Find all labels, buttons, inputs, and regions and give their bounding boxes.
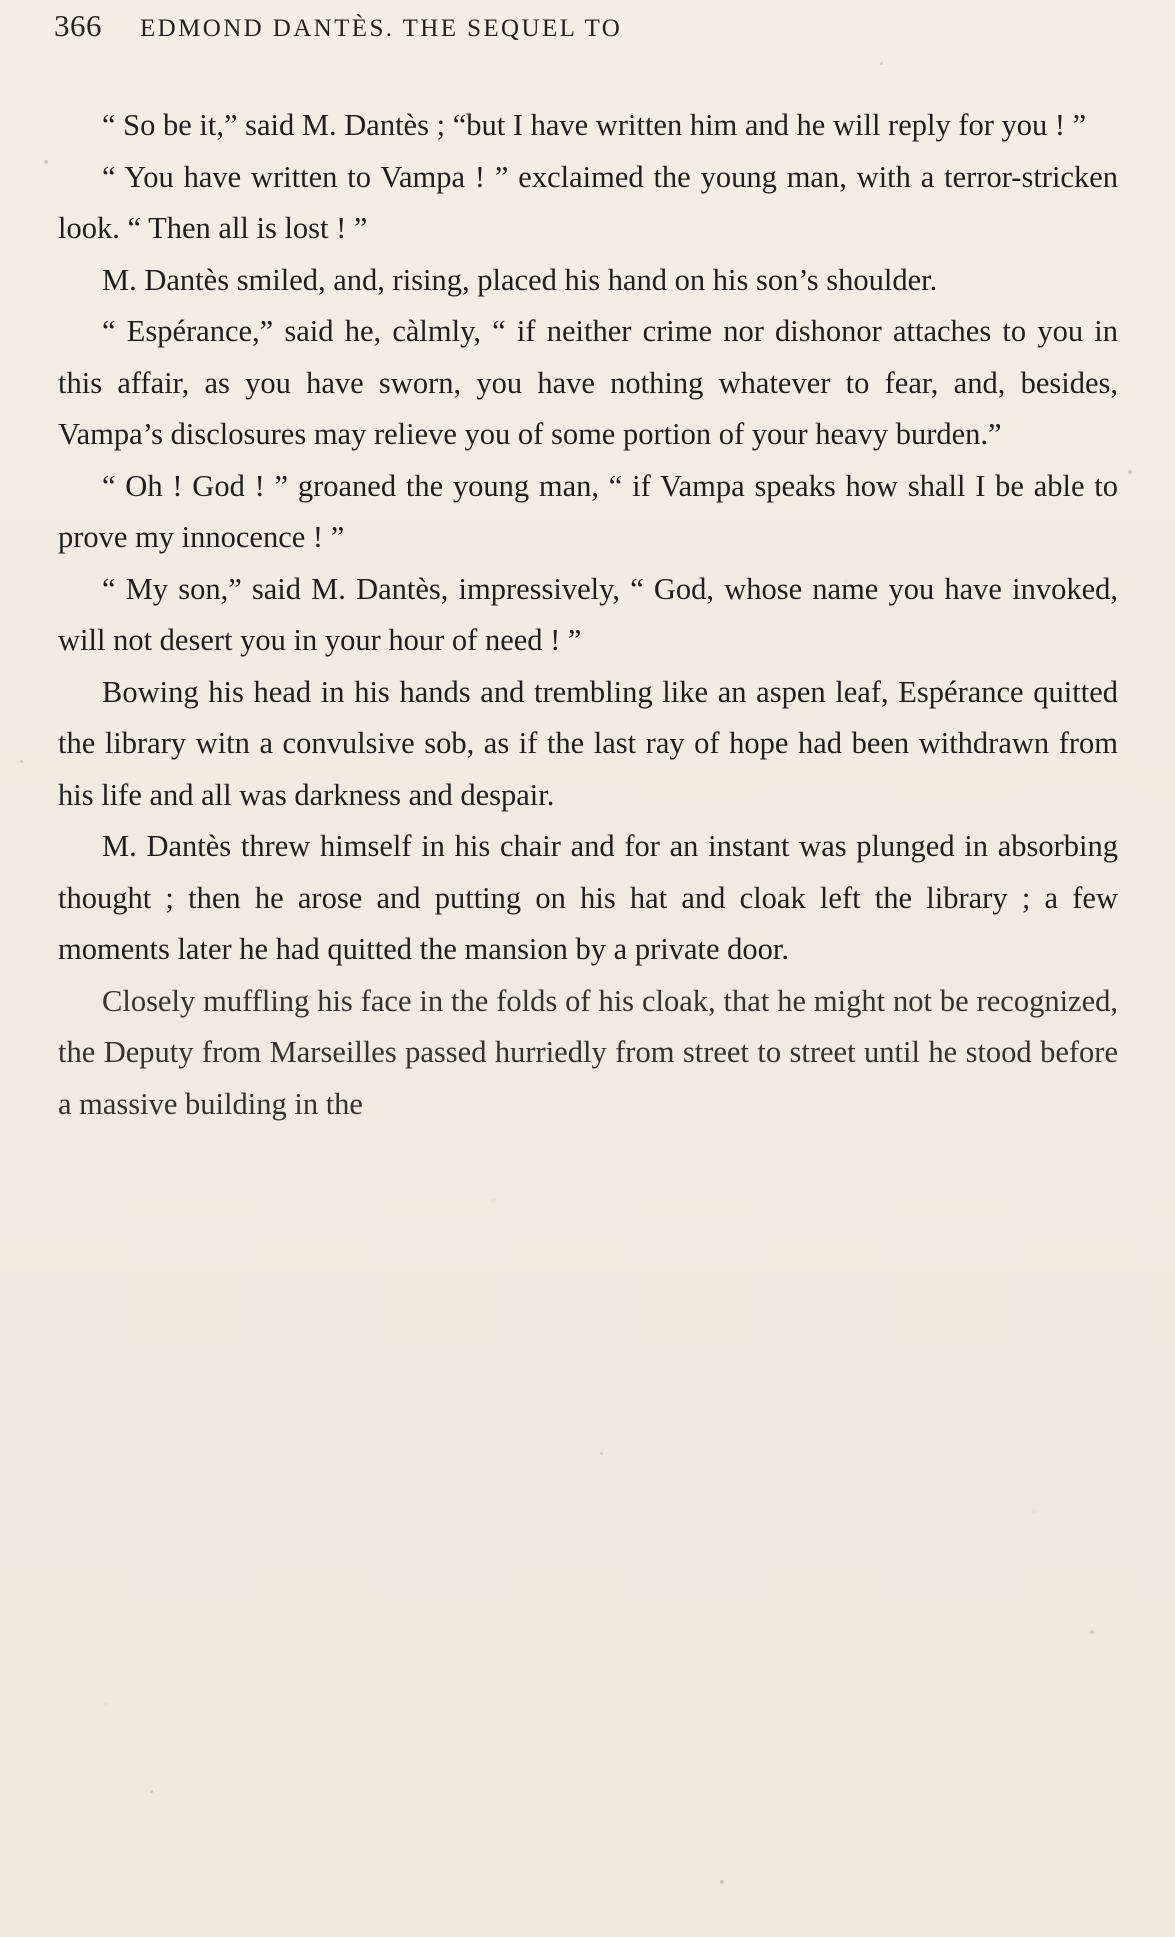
paragraph: “ Espérance,” said he, càlmly, “ if neither crime nor dishonor attaches to you in this affair, as you have sworn, you have nothing whatever to fear, and, besides, Vampa’s disclosures may relieve you of some portion of your heavy burden.” [58,314,1118,451]
page-body [58,100,1118,1130]
paper-speck [20,760,23,763]
paragraph: M. Dantès smiled, and, rising, placed his hand on his son’s shoulder. [102,262,938,297]
paragraph: M. Dantès threw himself in his chair and for an instant was plunged in absorbing thought ; then he arose and putting on his hat and cloak left the library ; a few moments later he had quitted the mansion by a private door. [58,829,1118,966]
running-head [54,8,1121,50]
paper-speck [880,62,883,65]
paragraph: Closely muffling his face in the folds of his cloak, that he might not be recognized, the Deputy from Marseilles passed hurriedly from street to street until he stood before a massive building in the [58,983,1118,1121]
paragraph: Bowing his head in his hands and trembling like an aspen leaf, Espérance quitted the library witn a convulsive sob, as if the last ray of hope had been withdrawn from his life and all was darkness and despair. [58,674,1118,812]
paper-speck [600,1452,603,1455]
paper-speck [44,160,48,164]
paragraph: “ Oh ! God ! ” groaned the young man, “ if Vampa speaks how shall I be able to prove my innocence ! ” [58,468,1118,554]
paper-speck [1090,1630,1094,1634]
running-head-title: EDMOND DANTÈS. THE SEQUEL TO [140,15,623,42]
paper-speck [720,1880,724,1884]
paragraph: “ You have written to Vampa ! ” exclaimed the young man, with a terror-stricken look. “ Then all is lost ! ” [58,159,1118,245]
paper-speck [1128,470,1132,474]
paper-speck [150,1790,153,1793]
page-number: 366 [54,8,102,43]
paragraph: “ My son,” said M. Dantès, impressively, “ God, whose name you have invoked, will not desert you in your hour of need ! ” [58,571,1118,657]
paragraph: “ So be it,” said M. Dantès ; “but I have written him and he will reply for you ! ” [102,108,1087,142]
